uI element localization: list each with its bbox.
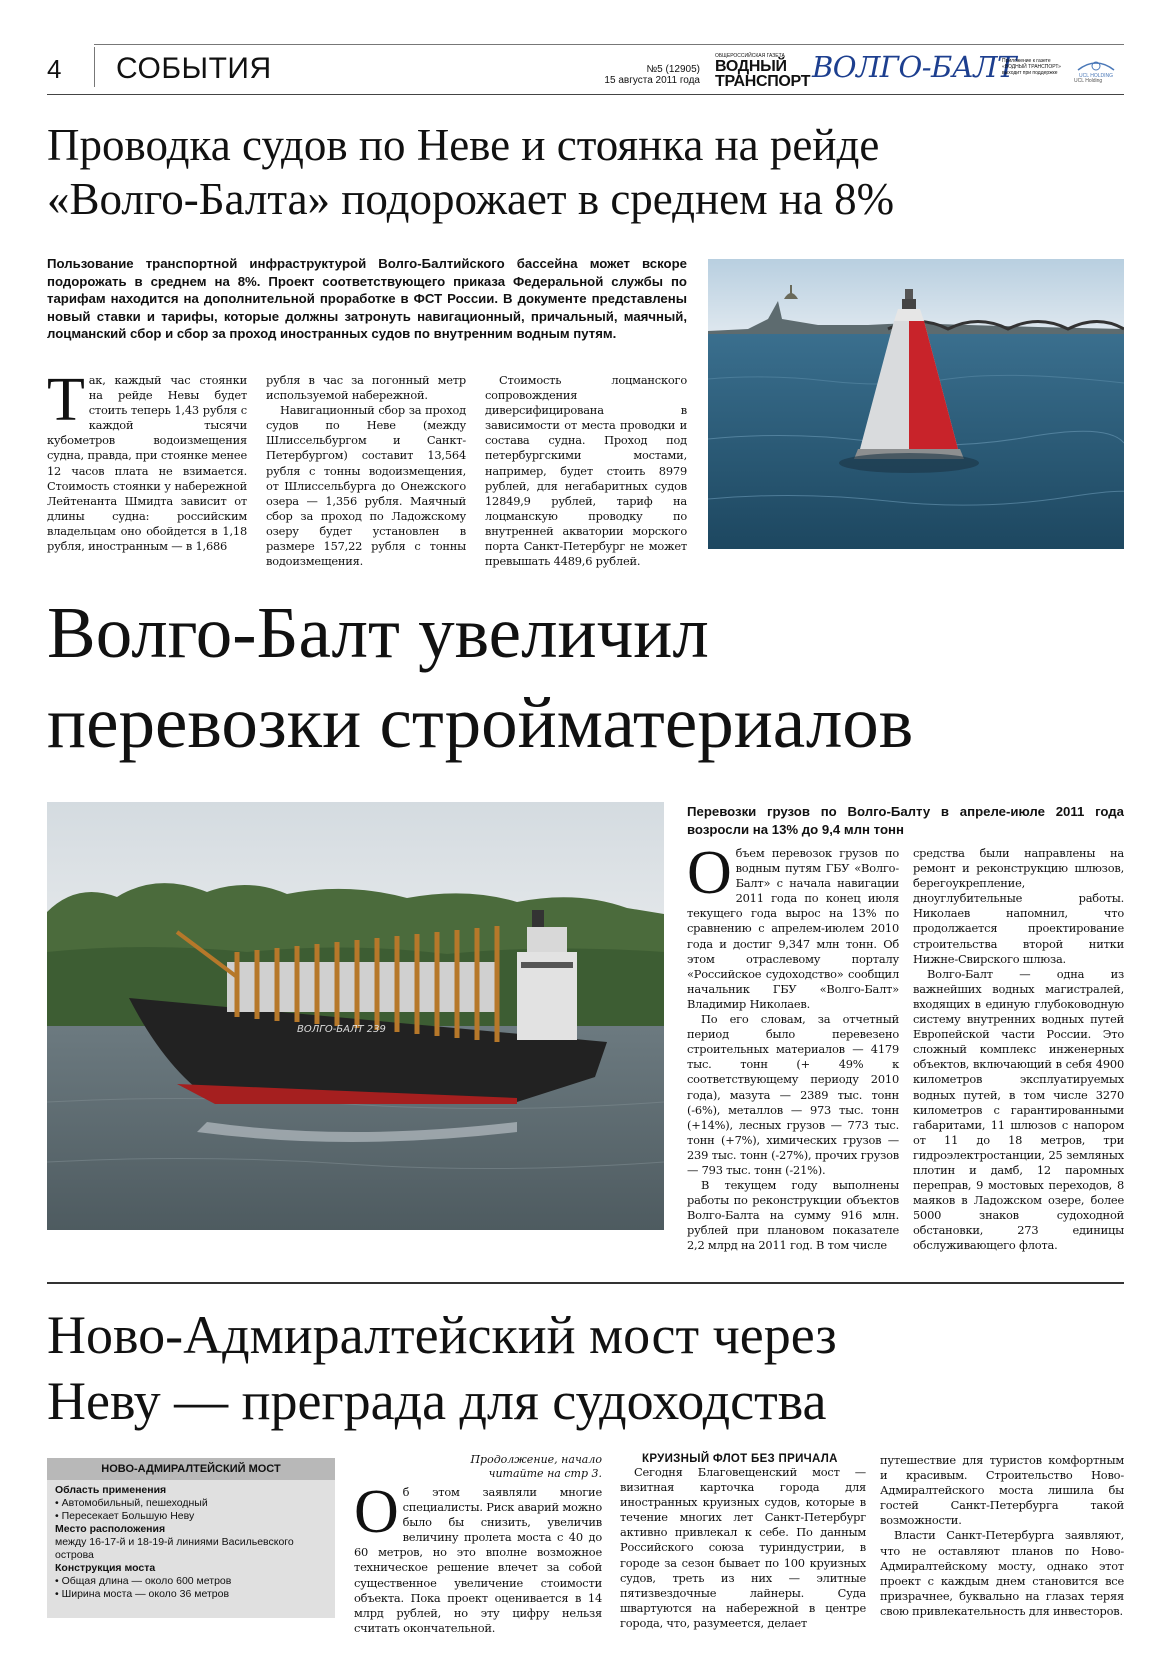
ucl-holding-logo (1072, 56, 1120, 80)
ship-name-text: ВОЛГО-БАЛТ 239 (297, 1024, 386, 1035)
infobox-label-construction: Конструкция моста (55, 1562, 156, 1574)
article1-column1 (47, 366, 247, 554)
article3-column3 (880, 1453, 1124, 1619)
infobox-item: • Пересекает Большую Неву (55, 1510, 195, 1522)
article3-col3-p1: путешествие для туристов комфортным и красивым. Строительство Ново-Адмиралтейского моста лишила бы гостей Санкт-Петербурга такой возможности. (880, 1453, 1124, 1528)
infobox-label-scope: Область применения (55, 1484, 167, 1496)
vodny-transport-logo (715, 54, 810, 89)
infobox-item: между 16-17-й и 18-19-й линиями Васильевского острова (55, 1536, 294, 1561)
vt-logo-line1: ВОДНЫЙ (715, 58, 787, 75)
infobox-label-location: Место расположения (55, 1523, 166, 1535)
article3-col3-p2: Власти Санкт-Петербурга заявляют, что не оставляют планов по Ново-Адмиралтейскому мосту, однако этот проект с каждым днем становится все призрачнее, буквально на глазах теряя свою привлекательность для инвесторов. (880, 1528, 1124, 1618)
article3-headline (47, 1302, 1137, 1434)
article1-headline (47, 118, 1137, 226)
article2-col2-p1: средства были направлены на ремонт и реконструкцию шлюзов, берегоукрепление, дноуглубительные работы. Николаев напомнил, что продолжается проектирование строительства второй нитки Нижне-Свирского шлюза. (913, 846, 1124, 966)
article2-column1 (687, 839, 899, 1254)
article2-col1-p3: В текущем году выполнены работы по реконструкции объектов Волго-Балта на сумму 916 млн. рублей при плановом показателе 2,2 млрд на 2011 год. В том числе (687, 1178, 899, 1253)
vt-logo-line2: ТРАНСПОРТ (715, 73, 811, 90)
ucl-caption: UCL Holding (1074, 78, 1103, 84)
article2-lead: Перевозки грузов по Волго-Балту в апреле-июле 2011 года возросли на 13% до 9,4 млн тонн (687, 804, 1124, 837)
vt-logo-small: ОБЩЕРОССИЙСКАЯ ГАЗЕТА (715, 53, 785, 59)
header-bottom-rule (47, 94, 1124, 95)
article2-headline-line1: Волго-Балт увеличил (47, 592, 709, 673)
article3-headline-line2: Неву — преграда для судоходства (47, 1371, 827, 1431)
ship-photo (47, 802, 664, 1230)
article2-col1-p2: По его словам, за отчетный период было перевезено строительных материалов — 4179 тыс. тонн (+ 49% к соответствующему периоду 2010 года), мазута — 2389 тыс. тонн (-6%), металлов — 973 тыс. тонн (+14%), лесных грузов — 773 тыс. тонн (+7%), химических грузов — 239 тыс. тонн (-27%), прочих грузов — 793 тыс. тонн (-21%). (687, 1012, 899, 1177)
buoy-photo (708, 259, 1124, 549)
issue-date: 15 августа 2011 года (604, 75, 700, 86)
article1-column2 (266, 373, 466, 569)
section-separator (47, 1282, 1124, 1284)
header-divider (94, 47, 95, 87)
article2-col1-p1: бъем перевозок грузов по водным путям ГБУ «Волго-Балт» с начала навигации 2011 года по конец июля текущего года вырос на 13% по сравнению с апрелем-июлем 2010 года и достиг 9,347 млн тонн. Об этом отраслевому порталу «Российское судоходство» сообщил начальник ГБУ «Волго-Балт» Владимир Николаев. (687, 846, 899, 1011)
article1-dropcap: Т (47, 366, 85, 434)
infobox-item: • Автомобильный, пешеходный (55, 1497, 208, 1509)
article1-column3: Стоимость лоцманского сопровождения диверсифицирована в зависимости от места проводки и состава судна. Проход под петербургскими мостами, например, будет стоить 8979 рублей, для негабаритных судов 12849,9 рублей, тариф на лоцманскую проводку по внутренней акватории морского порта Санкт-Петербург не может превышать 4489,6 рублей. (485, 373, 687, 569)
infobox-body (47, 1480, 335, 1605)
article3-subhead: КРУИЗНЫЙ ФЛОТ БЕЗ ПРИЧАЛА (642, 1453, 838, 1465)
header-top-rule (94, 44, 1124, 45)
article2-headline (47, 588, 1137, 768)
continuation-note: Продолжение, начало читайте на стр 3. (470, 1453, 602, 1480)
article3-column1 (354, 1478, 602, 1636)
page-number: 4 (47, 54, 62, 84)
article3-col1-text: б этом заявляли многие специалисты. Риск аварий можно было бы снизить, увеличив величину пролета моста с 40 до 60 метров, но это вполне возможное техническое решение влечет за собой существенное увеличение стоимости объекта. Пока проект оценивается в 14 млрд рублей, но эту цифру нельзя считать окончательной. (354, 1485, 602, 1635)
infobox-item: • Общая длина — около 600 метров (55, 1575, 232, 1587)
volgo-balt-logo: ВОЛГО-БАЛТ (812, 50, 1016, 84)
article1-col1-text: ак, каждый час стоянки на рейде Невы будет стоить теперь 1,43 рубля с каждой тысячи кубометров водоизмещения судна, правда, при стоянке менее 12 часов плата не взимается. Стоимость стоянки у набережной Лейтенанта Шмидта зависит от длины судна: российским владельцам оно обойдется в 1,18 рубля, иностранным — в 1,686 (47, 373, 247, 554)
supplement-note: Приложение к газете «ВОДНЫЙ ТРАНСПОРТ» выходит при поддержке (1002, 58, 1061, 76)
issue-info (590, 64, 700, 86)
infobox-title: НОВО-АДМИРАЛТЕЙСКИЙ МОСТ (47, 1458, 335, 1480)
article1-headline-line2: «Волго-Балта» подорожает в среднем на 8% (47, 174, 895, 224)
article3-dropcap: О (354, 1478, 399, 1546)
ucl-logo-text: UCL HOLDING (1079, 73, 1113, 79)
article2-col2-p2: Волго-Балт — одна из важнейших водных магистралей, входящих в единую глубоководную систему внутренних водных путей Европейской части России. Это сложный комплекс инженерных объектов, включающий в себя 4900 километров эксплуатируемых водных путей, в том числе 3270 километров с гарантированными габаритами, 11 шлюзов с напором от 11 до 18 метров, три гидроэлектростанции, 25 земляных плотин и дамб, 12 паромных переправ, 9 мостовых переходов, 8 маяков в Ладожском озере, более 5000 знаков судоходной обстановки, 273 единицы обслуживающего флота. (913, 966, 1124, 1253)
article2-column2 (913, 846, 1124, 1254)
issue-number: №5 (12905) (646, 64, 700, 75)
infobox-item: • Ширина моста — около 36 метров (55, 1588, 230, 1600)
article1-lead: Пользование транспортной инфраструктурой Волго-Балтийского бассейна может вскоре подорожать в среднем на 8%. Проект соответствующего приказа Федеральной службы по тарифам находится на дополнительной проработке в ФСТ России. В документе представлены новый ставки и тарифы, которые должны затронуть навигационный, причальный, маячный, лоцманский сбор и сбор за проход иностранных судов по внутренним водным путям. (47, 256, 687, 341)
article3-headline-line1: Ново-Адмиралтейский мост через (47, 1305, 837, 1365)
article2-headline-line2: перевозки стройматериалов (47, 682, 914, 763)
article1-headline-line1: Проводка судов по Неве и стоянка на рейде (47, 120, 880, 170)
article3-col2-text: Сегодня Благовещенский мост — визитная карточка города для иностранных круизных судов, которые в течение многих лет Санкт-Петербург активно привлекал к себе. По данным Российского союза туриндустрии, в городе за сезон бывает по 100 круизных судов, треть из них — элитные пятизвездочные лайнеры. Суда швартуются на набережной в центре города, что, разумеется, делает (620, 1465, 866, 1630)
section-title: СОБЫТИЯ (116, 52, 272, 85)
article1-col2-p2: Навигационный сбор за проход судов по Неве (между Шлиссельбургом и Санкт-Петербургом) составит 13,564 рубля с тонны водоизмещения, от Шлиссельбурга до Онежского озера — 1,356 рубля. Маячный сбор за проход по Ладожскому озеру будет установлен в размере 157,22 рубля с тонны водоизмещения. (266, 403, 466, 569)
article3-column2 (620, 1453, 866, 1631)
bridge-infobox (47, 1458, 335, 1618)
article1-col2-p1: рубля в час за погонный метр используемой набережной. (266, 373, 466, 403)
article2-dropcap: О (687, 839, 732, 907)
